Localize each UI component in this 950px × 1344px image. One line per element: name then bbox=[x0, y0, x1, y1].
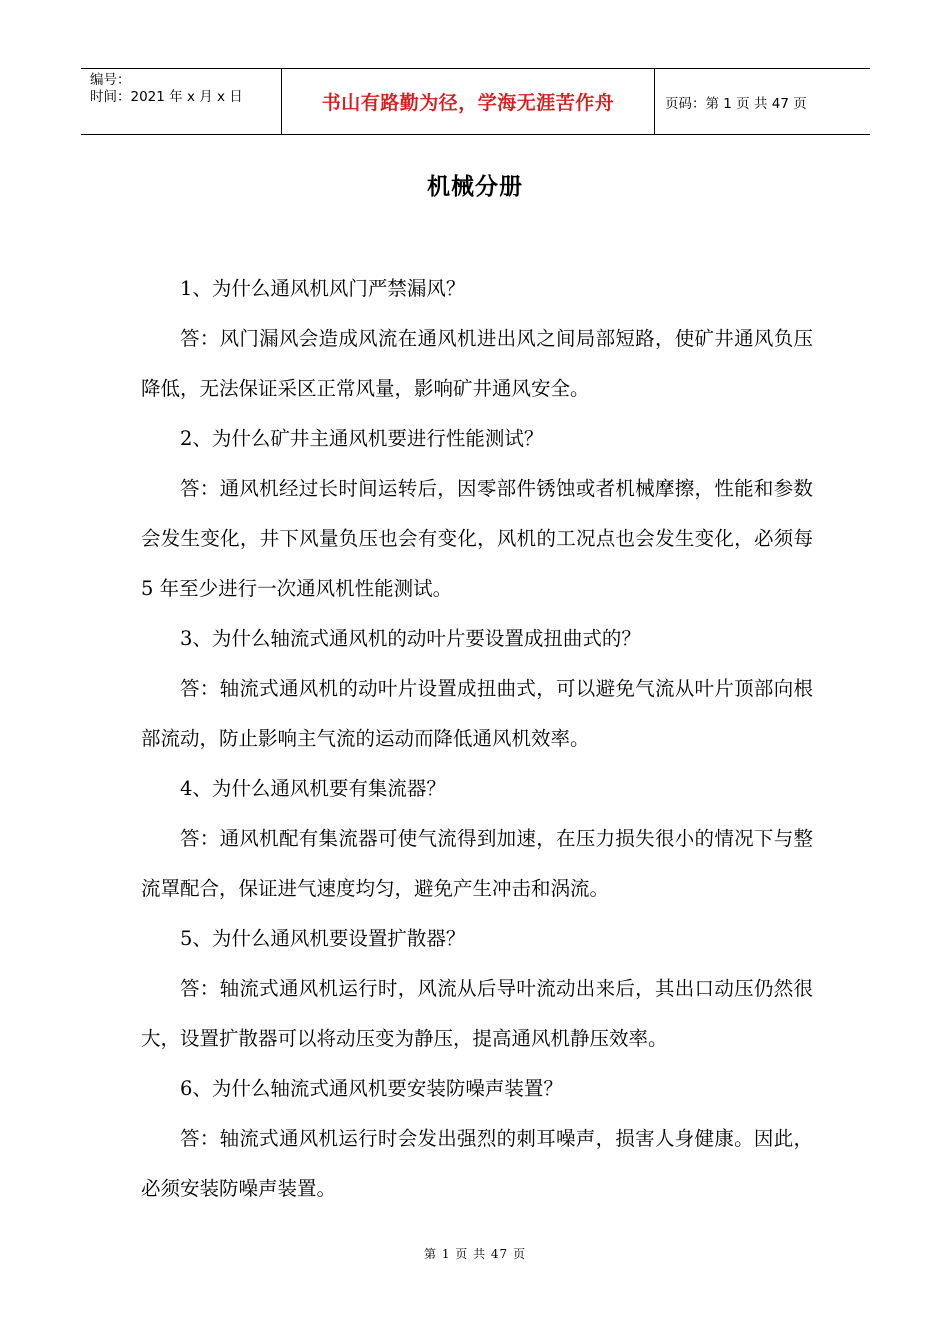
question-1: 1、为什么通风机风门严禁漏风？ bbox=[180, 277, 466, 300]
motto-text: 书山有路勤为径，学海无涯苦作舟 bbox=[321, 92, 615, 114]
document-date: 时间：2021 年 x 月 x 日 bbox=[90, 89, 243, 105]
answer-2: 答：通风机经过长时间运转后，因零部件锈蚀或者机械摩擦，性能和参数会发生变化，井下风量负压也会有变化，风机的工况点也会发生变化，必须每 5 年至少进行一次通风机性能测试。 bbox=[141, 477, 813, 600]
document-body bbox=[141, 264, 813, 1214]
page-footer: 第 1 页 共 47 页 bbox=[424, 1247, 526, 1261]
answer-1: 答：风门漏风会造成风流在通风机进出风之间局部短路，使矿井通风负压降低，无法保证采区正常风量，影响矿井通风安全。 bbox=[141, 327, 813, 400]
question-5: 5、为什么通风机要设置扩散器？ bbox=[180, 927, 466, 950]
answer-5: 答：轴流式通风机运行时，风流从后导叶流动出来后，其出口动压仍然很大，设置扩散器可以将动压变为静压，提高通风机静压效率。 bbox=[141, 977, 813, 1050]
question-4: 4、为什么通风机要有集流器？ bbox=[180, 777, 446, 800]
header-table bbox=[81, 68, 870, 135]
answer-3: 答：轴流式通风机的动叶片设置成扭曲式，可以避免气流从叶片顶部向根部流动，防止影响主气流的运动而降低通风机效率。 bbox=[141, 677, 813, 750]
header-motto-cell bbox=[282, 69, 655, 134]
answer-6: 答：轴流式通风机运行时会发出强烈的刺耳噪声，损害人身健康。因此，必须安装防噪声装置。 bbox=[141, 1127, 813, 1200]
answer-4: 答：通风机配有集流器可使气流得到加速，在压力损失很小的情况下与整流罩配合，保证进气速度均匀，避免产生冲击和涡流。 bbox=[141, 827, 813, 900]
header-meta-cell bbox=[81, 69, 282, 134]
question-2: 2、为什么矿井主通风机要进行性能测试？ bbox=[180, 427, 544, 450]
question-3: 3、为什么轴流式通风机的动叶片要设置成扭曲式的？ bbox=[180, 627, 641, 650]
document-title: 机械分册 bbox=[427, 174, 523, 200]
header-page-cell bbox=[655, 69, 870, 134]
header-page-info: 页码：第 1 页 共 47 页 bbox=[665, 95, 807, 112]
document-number-label: 编号： bbox=[90, 72, 131, 88]
question-6: 6、为什么轴流式通风机要安装防噪声装置？ bbox=[180, 1077, 563, 1100]
